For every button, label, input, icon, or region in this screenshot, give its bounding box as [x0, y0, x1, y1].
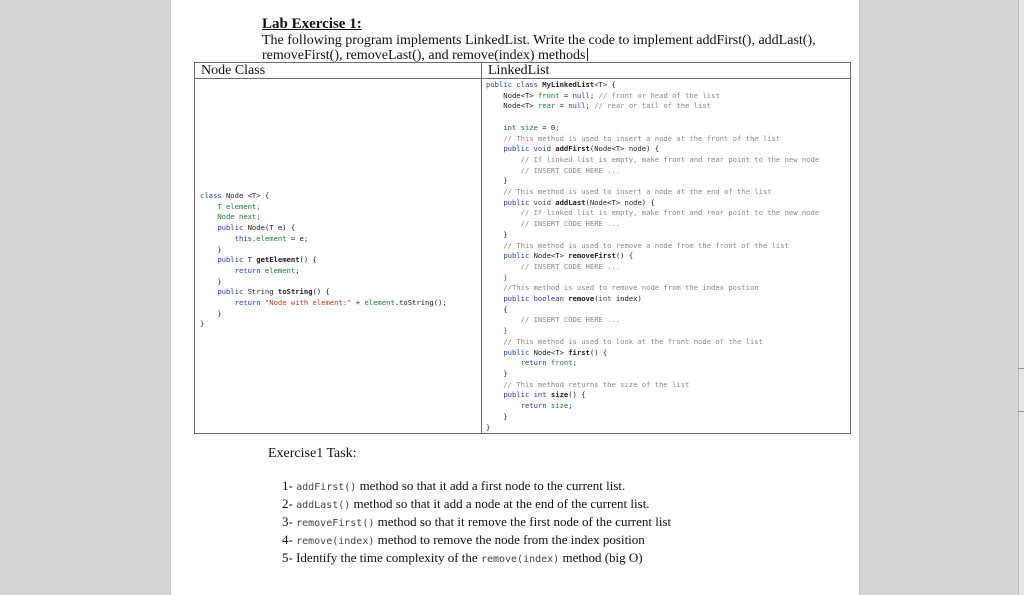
linkedlist-code: public class MyLinkedList<T> { Node<T> front = null; // front or head of the list Node<T> rear = null; // rear or tail of the list int size = 0; // This method is used to insert a node at the front of the list public void addFirst(Node<T> node) { // If linked list is empty, make front and rear point to the new node // INSERT CODE HERE ... } // This method is used to insert a node at the end of the list public void addLast(Node<T> node) { // If linked list is empty, make front and rear point to the new node // INSERT CODE HERE ... } // This method is used to remove a node from the front of the list public Node<T> removeFirst() { // INSERT CODE HERE ... } //This method is used to remove node from the index postion public boolean remove(int index) { // INSERT CODE HERE ... } // This method is used to look at the front node of the list public Node<T> first() { return front; } // This method returns the size of the list public int size() { return size; } }	[486, 80, 820, 432]
list-item: 2- addLast() method so that it add a node at the end of the current list.	[282, 496, 650, 511]
list-item: 5- Identify the time complexity of the remove(index) method (big O)	[282, 550, 643, 565]
scrollbar-track[interactable]	[1018, 0, 1024, 595]
node-class-header: Node Class	[195, 63, 482, 79]
linkedlist-header: LinkedList	[482, 63, 851, 79]
node-class-cell	[195, 79, 482, 434]
list-item: 3- removeFirst() method so that it remove the first node of the current list	[282, 514, 672, 529]
linkedlist-cell	[482, 79, 851, 434]
text-cursor	[587, 48, 588, 61]
scrollbar-thumb[interactable]	[1018, 368, 1024, 412]
list-item: 1- addFirst() method so that it add a first node to the current list.	[282, 478, 626, 493]
code-table	[194, 62, 851, 434]
node-class-code: class Node <T> { T element; Node next; public Node(T e) { this.element = e; } public T getElement() { return element; } public String toString() { return "Node with element:" + element.toString(); } }	[200, 191, 447, 329]
task-heading: Exercise1 Task:	[268, 446, 357, 461]
lab-title: Lab Exercise 1:	[262, 16, 362, 32]
list-item: 4- remove(index) method to remove the node from the index position	[282, 532, 645, 547]
description[interactable]: The following program implements LinkedList. Write the code to implement addFirst(), addLast(), removeFirst(), removeLast(), and remove(index) methods	[262, 33, 816, 63]
task-list	[282, 478, 671, 568]
